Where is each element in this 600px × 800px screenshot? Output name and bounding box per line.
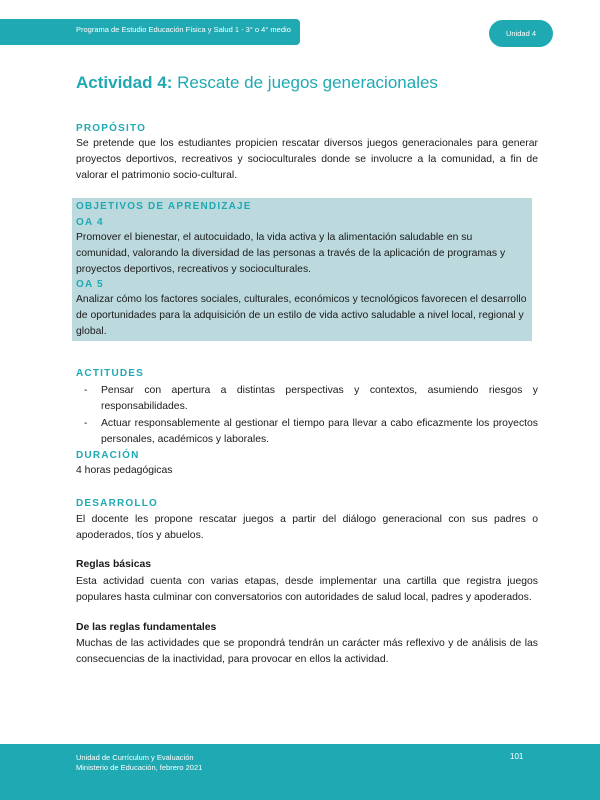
objetivos-box bbox=[72, 198, 532, 341]
activity-title: Rescate de juegos generacionales bbox=[172, 73, 438, 92]
desarrollo-text: El docente les propone rescatar juegos a partir del diálogo generacional con sus padres o apoderados, tíos y abuelos. bbox=[76, 514, 538, 541]
proposito-heading: PROPÓSITO bbox=[76, 123, 147, 134]
bullet-dash: - bbox=[84, 385, 88, 396]
page-title bbox=[76, 73, 438, 93]
oa4-label: OA 4 bbox=[76, 217, 104, 228]
bullet-dash: - bbox=[84, 418, 88, 429]
header-bar bbox=[0, 19, 300, 45]
reglas-basicas-text: Esta actividad cuenta con varias etapas, desde implementar una cartilla que registra juegos populares hasta culminar con conversatorios con autoridades de salud local, padres y apoderados. bbox=[76, 576, 538, 603]
oa5-text: Analizar cómo los factores sociales, culturales, económicos y tecnológicos favorecen el desarrollo de oportunidades para la adquisición de un estilo de vida activo saludable a nivel local, regional y global. bbox=[76, 294, 527, 337]
footer-bar bbox=[0, 744, 600, 800]
duracion-text: 4 horas pedagógicas bbox=[76, 465, 173, 476]
proposito-text: Se pretende que los estudiantes propicien rescatar diversos juegos generacionales para generar proyectos deportivos, recreativos y socioculturales donde se involucre a la comunidad, a fin de valorar el patrimonio socio-cultural. bbox=[76, 138, 538, 181]
list-item bbox=[84, 416, 538, 448]
program-title: Programa de Estudio Educación Física y Salud 1 - 3° o 4° medio bbox=[76, 25, 291, 34]
page-number: 101 bbox=[510, 752, 524, 761]
footer-ministry: Ministerio de Educación, febrero 2021 bbox=[76, 763, 203, 772]
reglas-fundamentales-heading: De las reglas fundamentales bbox=[76, 622, 217, 633]
footer-unit: Unidad de Currículum y Evaluación bbox=[76, 753, 194, 762]
actitudes-heading: ACTITUDES bbox=[76, 368, 145, 379]
desarrollo-heading: DESARROLLO bbox=[76, 498, 158, 509]
oa5-label: OA 5 bbox=[76, 279, 104, 290]
activity-number: Actividad 4: bbox=[76, 73, 173, 92]
reglas-fundamentales-text: Muchas de las actividades que se propondrá tendrán un carácter más reflexivo y de análisis de las consecuencias de la inactividad, para provocar en ellos la actividad. bbox=[76, 638, 538, 665]
unit-badge: Unidad 4 bbox=[489, 20, 553, 47]
actitud-text: Pensar con apertura a distintas perspectivas y contextos, asumiendo riesgos y responsabilidades. bbox=[101, 385, 538, 412]
duracion-heading: DURACIÓN bbox=[76, 450, 140, 461]
list-item bbox=[84, 383, 538, 415]
actitudes-list bbox=[84, 383, 538, 449]
oa4-text: Promover el bienestar, el autocuidado, la vida activa y la alimentación saludable en su comunidad, valorando la diversidad de las personas a través de la aplicación de programas y proyectos deportivos, recreativos y socioculturales. bbox=[76, 232, 506, 275]
objetivos-heading: OBJETIVOS DE APRENDIZAJE bbox=[76, 201, 252, 212]
reglas-basicas-heading: Reglas básicas bbox=[76, 559, 152, 570]
actitud-text: Actuar responsablemente al gestionar el tiempo para llevar a cabo eficazmente los proyectos personales, académicos y laborales. bbox=[101, 418, 538, 445]
